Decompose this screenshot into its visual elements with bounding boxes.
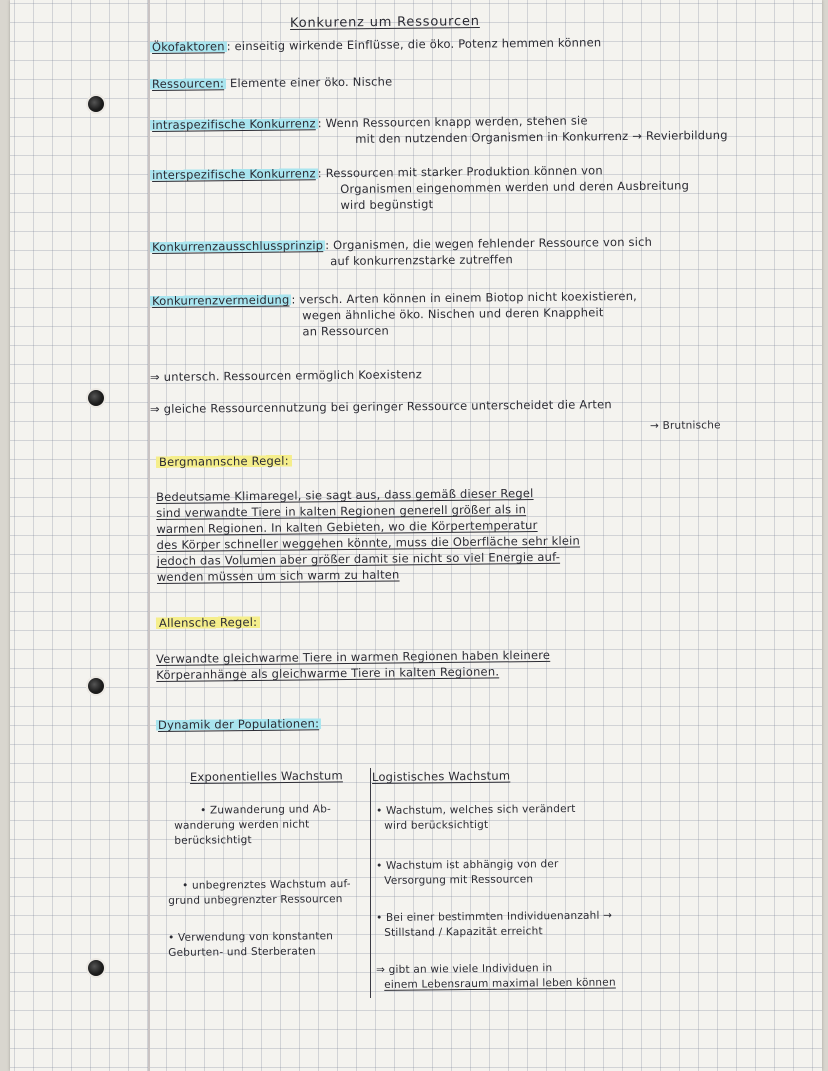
inter-term: interspezifische Konkurrenz bbox=[151, 166, 316, 182]
allen-heading-row bbox=[156, 615, 260, 630]
allen-heading: Allensche Regel: bbox=[156, 615, 260, 630]
inter-line1: : Ressourcen mit starker Produktion können von bbox=[317, 163, 603, 181]
vermeidung-line3: an Ressourcen bbox=[302, 323, 390, 339]
oekofaktoren-text: : einseitig wirkende Einflüsse, die öko. Potenz hemmen können bbox=[226, 35, 602, 54]
arrow-koexistenz: ⇒ untersch. Ressourcen ermöglich Koexistenz bbox=[149, 367, 423, 384]
bergmann-line: sind verwandte Tiere in kalten Regionen generell größer als in bbox=[156, 502, 527, 520]
ressourcen-line bbox=[150, 74, 393, 91]
punch-hole bbox=[88, 678, 104, 694]
ausschluss-term: Konkurrenzausschlussprinzip bbox=[151, 238, 324, 254]
vermeidung-line2: wegen ähnliche öko. Nischen und deren Knappheit bbox=[302, 305, 604, 323]
vermeidung-line1: : versch. Arten können in einem Biotop nicht koexistieren, bbox=[291, 288, 638, 307]
column-divider bbox=[370, 768, 371, 998]
arrow-ressourcennutzung: ⇒ gleiche Ressourcennutzung bei geringer Ressource unterscheidet die Arten bbox=[149, 397, 612, 416]
col1-head: Exponentielles Wachstum bbox=[189, 768, 343, 784]
arrow-brutnische: → Brutnische bbox=[649, 419, 721, 432]
bergmann-line: wenden müssen um sich warm zu halten bbox=[156, 567, 400, 584]
punch-hole bbox=[88, 960, 104, 976]
bergmann-heading: Bergmannsche Regel: bbox=[156, 454, 292, 469]
bergmann-line: Bedeutsame Klimaregel, sie sagt aus, dass gemäß dieser Regel bbox=[156, 486, 534, 504]
bergmann-line: jedoch das Volumen aber größer damit sie nicht so viel Energie auf- bbox=[156, 549, 561, 568]
punch-hole bbox=[88, 390, 104, 406]
intra-line1: : Wenn Ressourcen knapp werden, stehen sie bbox=[317, 113, 588, 131]
col2-head: Logistisches Wachstum bbox=[371, 768, 511, 784]
margin-line bbox=[148, 0, 150, 1071]
page-title: Konkurenz um Ressourcen bbox=[289, 14, 480, 31]
dynamik-heading-row bbox=[156, 716, 321, 732]
inter-line2: Organismen eingenommen werden und deren Ausbreitung bbox=[340, 178, 690, 197]
allen-line: Körperanhänge als gleichwarme Tiere in kalten Regionen. bbox=[156, 664, 500, 682]
ressourcen-text: Elemente einer öko. Nische bbox=[226, 74, 393, 91]
oekofaktoren-line bbox=[150, 35, 601, 54]
bergmann-heading-row bbox=[156, 454, 292, 469]
punch-hole bbox=[88, 96, 104, 112]
oekofaktoren-term: Ökofaktoren bbox=[151, 39, 225, 54]
bergmann-line: warmen Regionen. In kalten Gebieten, wo die Körpertemperatur bbox=[156, 518, 538, 536]
bergmann-line: des Körper schneller weggehen könnte, muss die Oberfläche sehr klein bbox=[156, 533, 581, 552]
intra-term: intraspezifische Konkurrenz bbox=[151, 116, 316, 132]
ausschluss-line2: auf konkurrenzstarke zutreffen bbox=[330, 252, 514, 269]
ressourcen-term: Ressourcen: bbox=[151, 76, 225, 91]
notebook-page: Konkurenz um Ressourcen Ökofaktoren : einseitig wirkende Einflüsse, die öko. Potenz hemmen können Ressourcen: Elemente einer öko. Nische intraspezifische Konkurrenz : Wenn Ressourcen knapp werden, stehen sie mit den nutzenden Organismen in Konkurrenz → Revierbildung interspezifische Konkurrenz : Ressourcen mit starker Produktion können von Organismen eingenommen werden und deren Ausbreitung wird begünstigt Konkurrenzausschlussprinzip : Organismen, die wegen fehlender Ressource von sich auf konkurrenzstarke zutreffen Konkurrenzvermeidung : versch. Arten können in einem Biotop nicht koexistieren, wegen ähnliche öko. Nischen und deren Knappheit an Ressourcen ⇒ untersch. Ressourcen ermöglich Koexistenz ⇒ gleiche Ressourcennutzung bei geringer Ressource unterscheidet die Arten → Brutnische Bergmannsche Regel: Bedeutsame Klimaregel, sie sagt aus, dass gemäß dieser Regel sind verwandte Tiere in kalten Regionen generell größer als in warmen Regionen. In kalten Gebieten, wo die Körpertemperatur des Körper schneller weggehen könnte, muss die Oberfläche sehr klein jedoch das Volumen aber größer damit sie nicht so viel Energie auf- wenden müssen um sich warm zu halten Allensche Regel: Verwandte gleichwarme Tiere in warmen Regionen haben kleinere Körperanhänge als gleichwarme Tiere in kalten Regionen. Dynamik der Populationen: Exponentielles Wachstum Logistisches Wachstum • Zuwanderung und Ab- wanderung werden nicht berücksichtigt • unbegrenztes Wachstum auf- grund unbegrenzter Ressourcen • Verwendung von konstanten Geburten- und Sterberaten • Wachstum, welches sich verändert wird berücksichtigt • Wachstum ist abhängig von der Versorgung mit Ressourcen • Bei einer bestimmten Individuenanzahl → Stillstand / Kapazität erreicht ⇒ gibt an wie viele Individuen in einem Lebensraum maximal leben können bbox=[10, 0, 822, 1071]
ausschluss-line1: : Organismen, die wegen fehlender Ressource von sich bbox=[325, 234, 653, 253]
vermeidung-term: Konkurrenzvermeidung bbox=[151, 292, 290, 308]
intra-line2: mit den nutzenden Organismen in Konkurrenz → Revierbildung bbox=[355, 127, 728, 146]
allen-line: Verwandte gleichwarme Tiere in warmen Regionen haben kleinere bbox=[156, 647, 551, 666]
dynamik-heading: Dynamik der Populationen: bbox=[157, 716, 320, 732]
inter-line3: wird begünstigt bbox=[340, 197, 434, 213]
